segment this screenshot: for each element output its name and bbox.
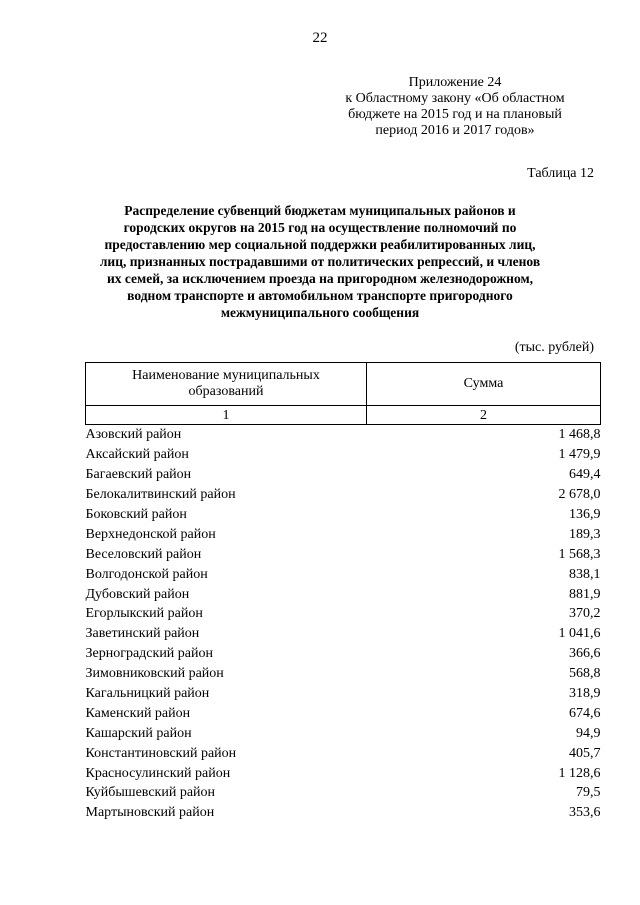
sum-value: 79,5 xyxy=(576,785,601,801)
sum-value: 1 568,3 xyxy=(558,546,601,562)
sum-value: 568,8 xyxy=(569,666,601,682)
table-row xyxy=(86,763,601,783)
sum-value: 838,1 xyxy=(569,566,601,582)
header-municipality xyxy=(86,363,367,406)
municipality-name: Кагальницкий район xyxy=(85,686,210,702)
sum-value: 189,3 xyxy=(569,526,601,542)
municipality-name: Зерноградский район xyxy=(85,646,213,662)
column-number-1: 1 xyxy=(86,406,367,425)
title-line: лиц, признанных пострадавшими от политических репрессий, и членов xyxy=(99,254,541,269)
municipality-name: Зимовниковский район xyxy=(85,666,224,682)
sum-value: 881,9 xyxy=(569,586,601,602)
sum-value: 649,4 xyxy=(569,467,601,483)
sum-value: 1 479,9 xyxy=(558,447,601,463)
title-line: Распределение субвенций бюджетам муниципальных районов и xyxy=(124,203,516,218)
sum-value: 136,9 xyxy=(569,507,601,522)
sum-value: 405,7 xyxy=(569,745,601,761)
table-row xyxy=(86,505,601,525)
table-row xyxy=(86,584,601,604)
title-line: водном транспорте и автомобильном транспорте пригородного xyxy=(127,288,513,303)
municipality-name: Азовский район xyxy=(85,427,182,443)
appendix-line: бюджете на 2015 год и на плановый xyxy=(348,107,562,122)
municipality-name: Красносулинский район xyxy=(85,765,231,781)
table-row xyxy=(86,624,601,644)
table-row xyxy=(86,723,601,743)
table-header-row xyxy=(86,363,601,406)
sum-value: 94,9 xyxy=(576,725,601,741)
table-row xyxy=(86,425,601,445)
table-row xyxy=(86,544,601,564)
sum-value: 370,2 xyxy=(569,606,601,622)
municipality-name: Верхнедонской район xyxy=(85,526,216,542)
table-row xyxy=(86,803,601,823)
municipality-name: Аксайский район xyxy=(85,447,189,463)
table-row xyxy=(86,485,601,505)
table-label: Таблица 12 xyxy=(527,166,594,181)
header-sum: Сумма xyxy=(367,363,601,406)
column-number-2: 2 xyxy=(367,406,601,425)
appendix-line: Приложение 24 xyxy=(408,75,502,90)
appendix-line: к Областному закону «Об областном xyxy=(345,91,565,106)
table-row xyxy=(86,783,601,803)
table-row xyxy=(86,684,601,704)
title-line: их семей, за исключением проезда на пригородном железнодорожном, xyxy=(106,271,534,286)
header-municipality-line1: Наименование муниципальных xyxy=(132,368,320,383)
sum-value: 1 128,6 xyxy=(558,765,601,781)
municipality-name: Куйбышевский район xyxy=(85,785,216,801)
table-row xyxy=(86,644,601,664)
municipality-name: Заветинский район xyxy=(85,626,200,642)
sum-value: 366,6 xyxy=(569,646,601,662)
sum-value: 2 678,0 xyxy=(558,487,601,503)
municipality-name: Егорлыкский район xyxy=(85,606,203,622)
title-line: предоставлению мер социальной поддержки реабилитированных лиц, xyxy=(104,237,536,252)
municipality-name: Мартыновский район xyxy=(85,805,215,821)
table-row xyxy=(86,524,601,544)
appendix-line: период 2016 и 2017 годов» xyxy=(375,123,535,138)
municipality-name: Боковский район xyxy=(85,507,187,522)
title-line: межмуниципального сообщения xyxy=(220,305,420,320)
page-number: 22 xyxy=(312,30,328,46)
municipality-name: Константиновский район xyxy=(85,745,237,761)
municipality-name: Веселовский район xyxy=(85,546,202,562)
table-row xyxy=(86,743,601,763)
units-label: (тыс. рублей) xyxy=(514,340,594,355)
municipality-name: Дубовский район xyxy=(85,586,190,602)
municipality-name: Каменский район xyxy=(85,705,191,721)
sum-value: 1 041,6 xyxy=(558,626,601,642)
table-row xyxy=(86,604,601,624)
header-municipality-line2: образований xyxy=(188,384,264,399)
municipality-name: Багаевский район xyxy=(85,467,192,483)
sum-value: 318,9 xyxy=(569,686,601,702)
table-row xyxy=(86,564,601,584)
subventions-table xyxy=(85,362,601,823)
appendix-reference xyxy=(320,75,590,139)
table-row xyxy=(86,445,601,465)
municipality-name: Кашарский район xyxy=(85,725,192,741)
title-line: городских округов на 2015 год на осуществление полномочий по xyxy=(123,220,517,235)
document-title xyxy=(70,202,570,321)
municipality-name: Белокалитвинский район xyxy=(85,487,236,503)
sum-value: 353,6 xyxy=(569,805,601,821)
table-row xyxy=(86,664,601,684)
municipality-name: Волгодонской район xyxy=(85,566,208,582)
sum-value: 674,6 xyxy=(569,705,601,721)
sum-value: 1 468,8 xyxy=(558,427,601,443)
table-row xyxy=(86,703,601,723)
column-number-row xyxy=(86,406,601,425)
table-row xyxy=(86,465,601,485)
